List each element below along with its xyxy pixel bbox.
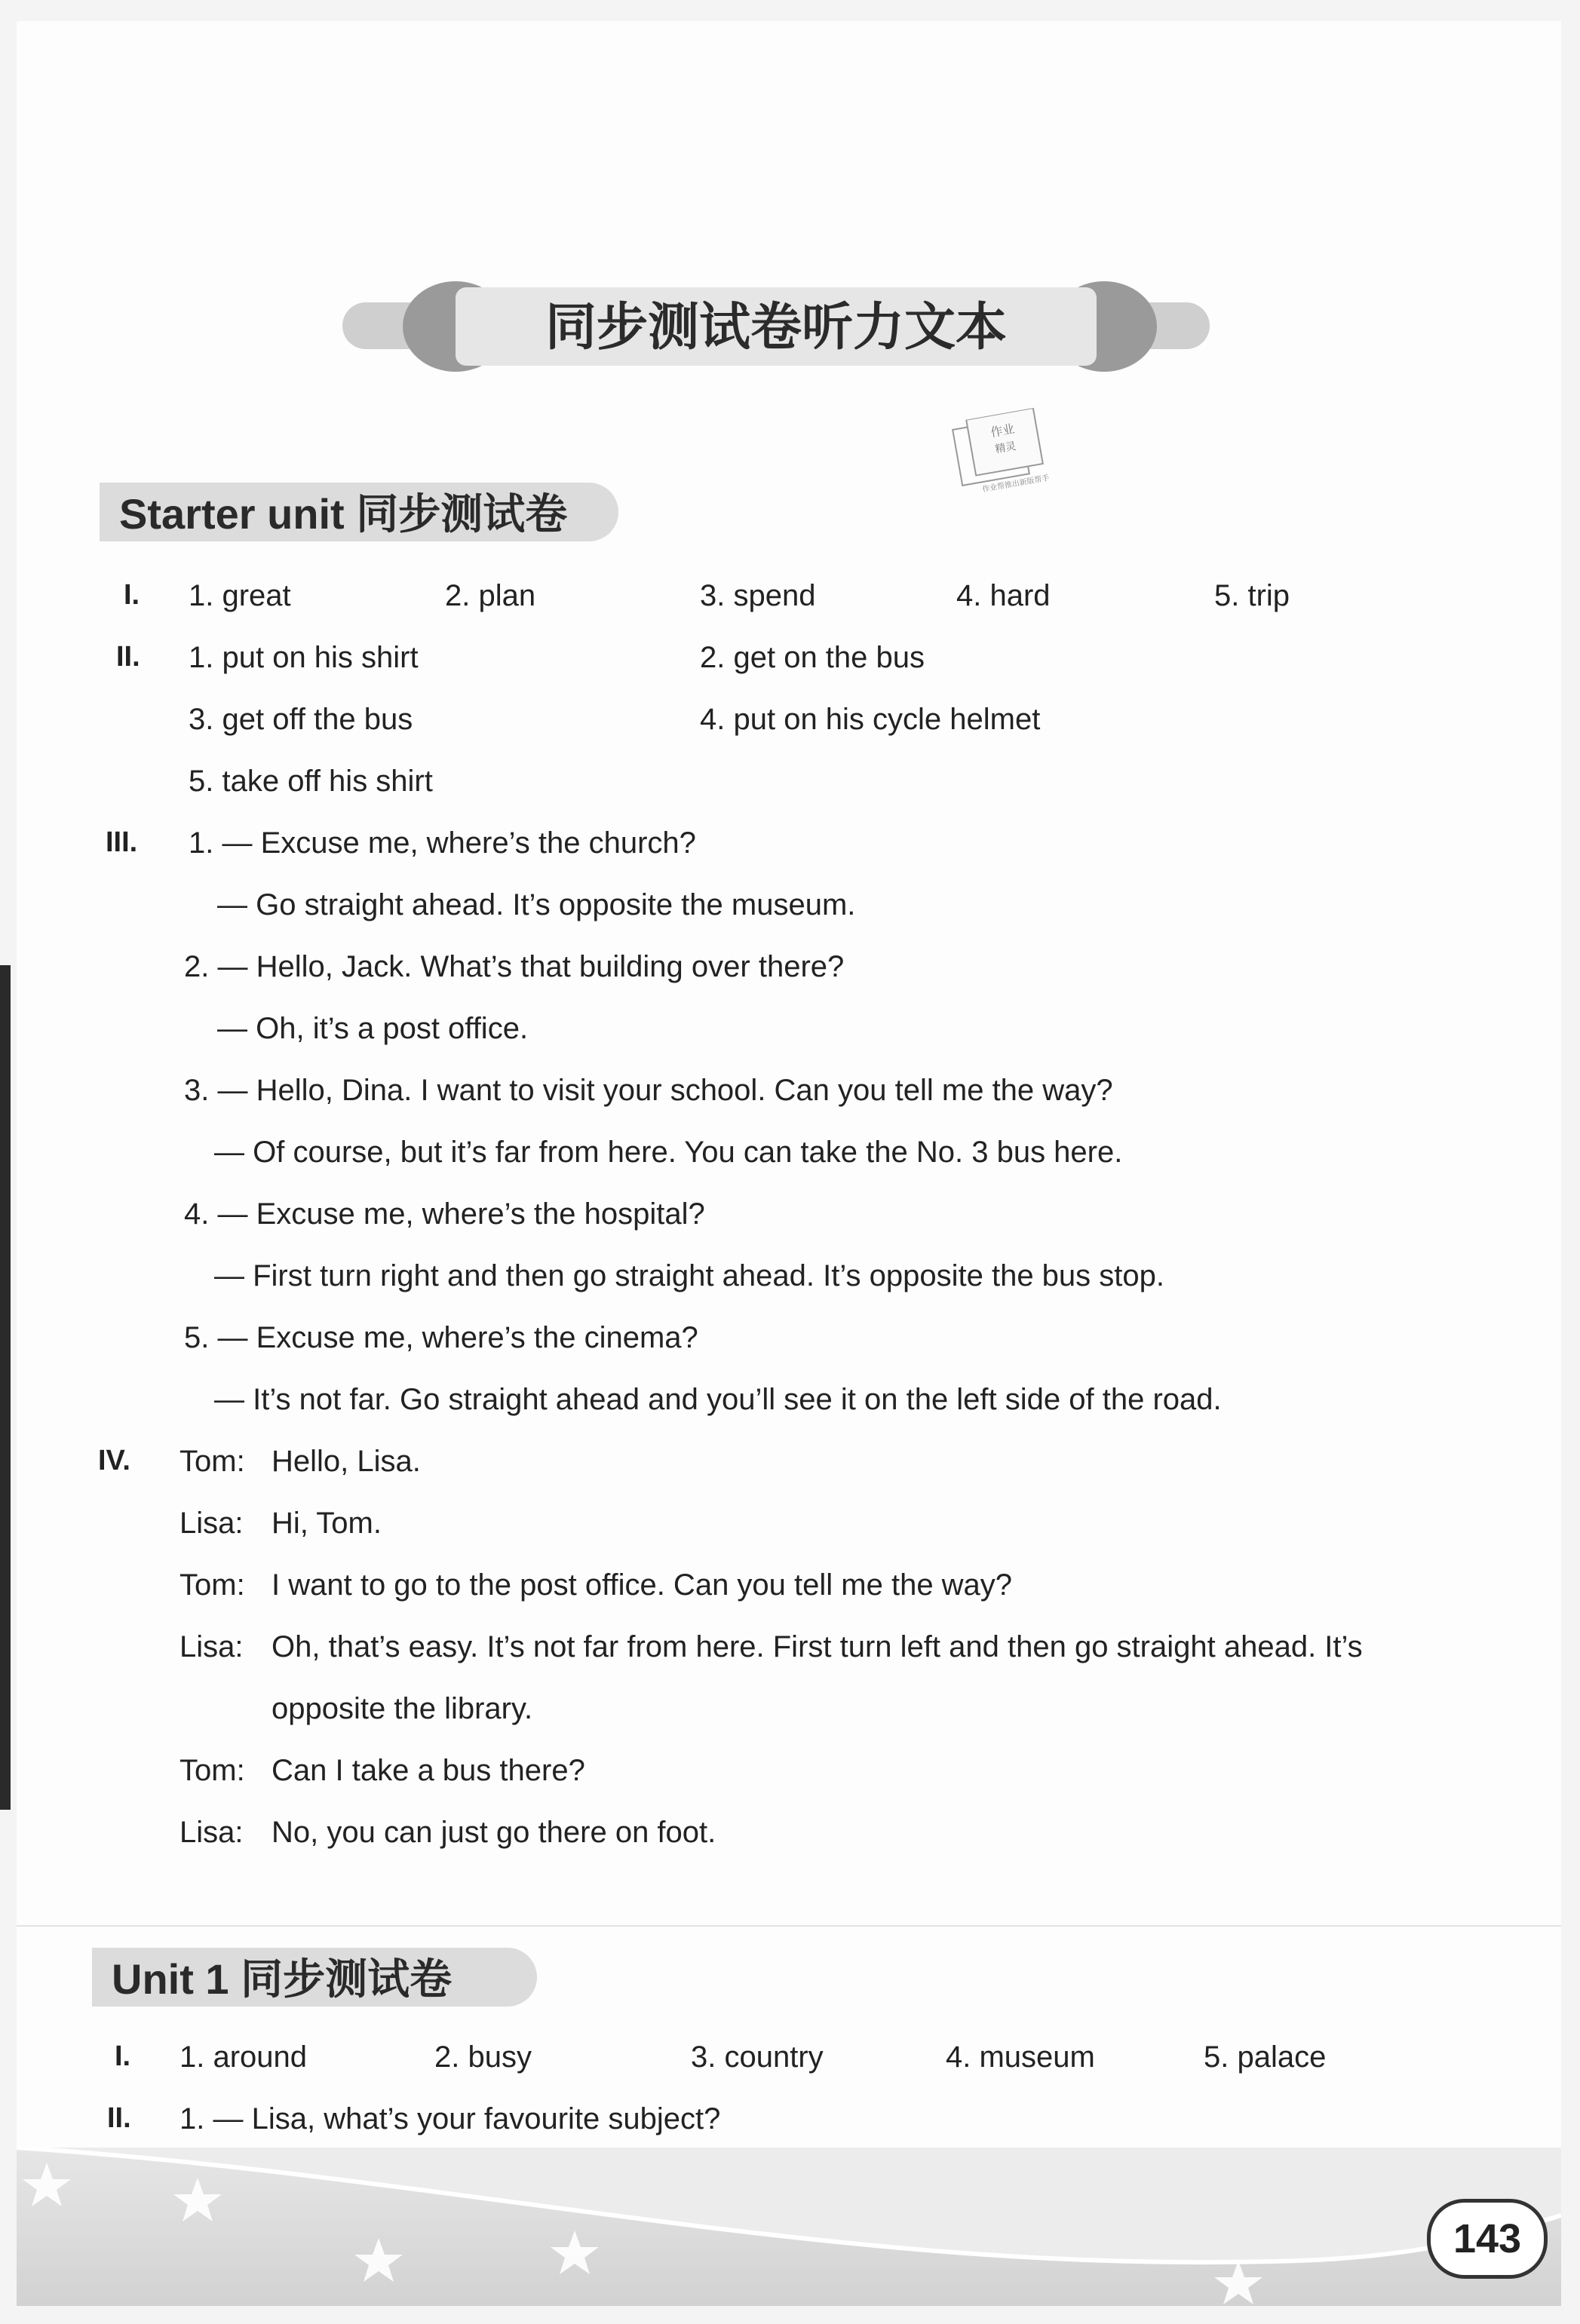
answer-item: 1. around [179,2040,308,2074]
answer-item: 1. put on his shirt [189,641,419,674]
section-label: I. [115,2040,131,2072]
script-line: 2. — Hello, Jack. What’s that building over there? [184,950,845,983]
page-title: 同步测试卷听力文本 [545,298,1007,357]
answer-item: 4. hard [956,579,1051,612]
page-footer [17,2148,1561,2306]
svg-text:作业: 作业 [989,421,1016,440]
section-label: III. [106,826,138,858]
dialogue-text: Can I take a bus there? [272,1754,585,1787]
script-line: 5. — Excuse me, where’s the cinema? [184,1321,698,1354]
page-number: 143 [1427,2199,1548,2279]
answer-item: 3. get off the bus [189,703,413,736]
script-line: — Of course, but it’s far from here. You can take the No. 3 bus here. [214,1136,1123,1169]
answer-item: 5. trip [1214,579,1290,612]
answer-item: 5. palace [1204,2040,1327,2074]
dialogue-speaker: Lisa: [179,1816,244,1849]
script-line: — Go straight ahead. It’s opposite the museum. [217,888,856,921]
answer-item: 1. great [189,579,291,612]
footer-wave-decoration [17,2148,1561,2306]
answer-item: 4. museum [946,2040,1095,2074]
section-header-unit1: Unit 1 同步测试卷 [92,1948,537,2007]
dialogue-speaker: Tom: [179,1568,245,1602]
main-title-banner [342,281,1210,372]
answer-item: 5. take off his shirt [189,765,433,798]
dialogue-speaker: Lisa: [179,1630,244,1663]
svg-text:精灵: 精灵 [994,440,1017,456]
answer-item: 3. country [691,2040,824,2074]
script-line: — It’s not far. Go straight ahead and you’ll see it on the left side of the road. [214,1383,1222,1416]
answer-item: 2. plan [445,579,536,612]
section-header-starter: Starter unit 同步测试卷 [100,483,618,541]
watermark-stamp [944,404,1070,505]
dialogue-text: Hi, Tom. [272,1507,382,1540]
script-line: — First turn right and then go straight ahead. It’s opposite the bus stop. [214,1259,1164,1292]
svg-text:作业帮推出新版帮手: 作业帮推出新版帮手 [981,474,1051,495]
dialogue-text: I want to go to the post office. Can you tell me the way? [272,1568,1013,1602]
script-line: 3. — Hello, Dina. I want to visit your school. Can you tell me the way? [184,1074,1113,1107]
dialogue-text: Oh, that’s easy. It’s not far from here. First turn left and then go straight ahead. It’s [272,1630,1363,1663]
document-page [17,21,1561,2306]
section-label: IV. [98,1445,130,1476]
page-edge-shadow [0,965,11,1810]
dialogue-text: No, you can just go there on foot. [272,1816,716,1849]
answer-item: 2. busy [434,2040,532,2074]
section-label: I. [124,579,140,611]
answer-item: 3. spend [700,579,816,612]
script-line: 1. — Lisa, what’s your favourite subject? [179,2102,721,2135]
dialogue-text: Hello, Lisa. [272,1445,421,1478]
script-line: — Oh, it’s a post office. [217,1012,529,1045]
dialogue-speaker: Tom: [179,1445,245,1478]
dialogue-text: opposite the library. [272,1692,533,1725]
dialogue-speaker: Tom: [179,1754,245,1787]
dialogue-speaker: Lisa: [179,1507,244,1540]
script-line: 1. — Excuse me, where’s the church? [189,826,696,860]
answer-item: 2. get on the bus [700,641,925,674]
section-label: II. [116,641,140,673]
answer-item: 4. put on his cycle helmet [700,703,1041,736]
script-line: 4. — Excuse me, where’s the hospital? [184,1197,705,1231]
section-divider [17,1925,1561,1927]
section-label: II. [107,2102,131,2134]
